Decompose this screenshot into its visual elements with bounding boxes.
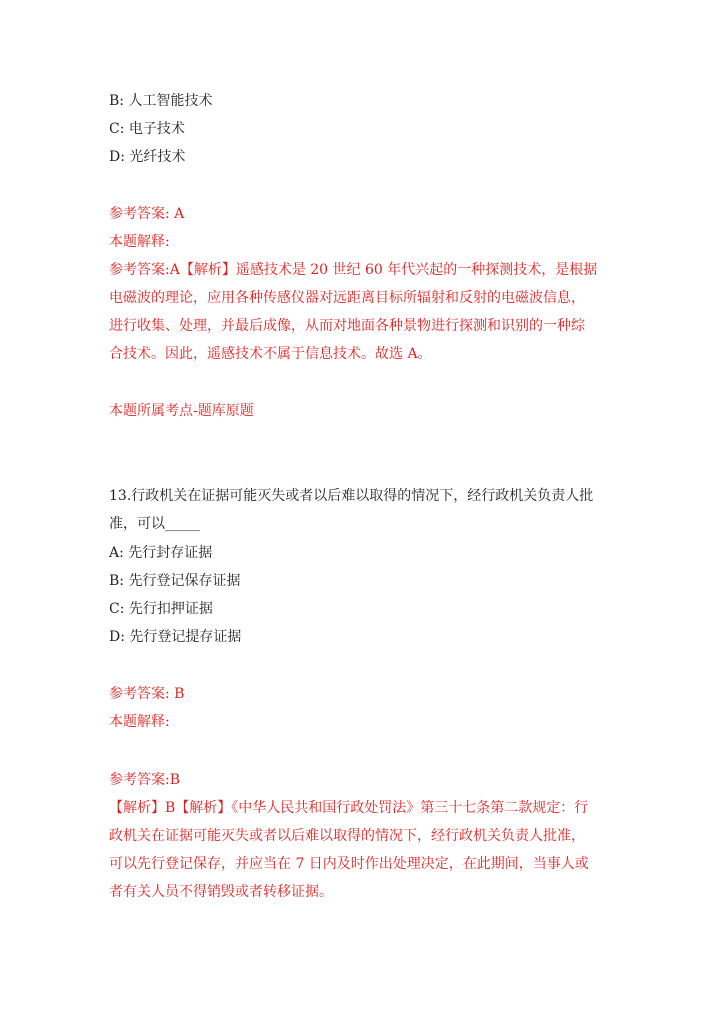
explanation-line: 者有关人员不得销毁或者转移证据。 — [109, 884, 333, 900]
explanation-line: 可以先行登记保存，并应当在 7 日内及时作出处理决定，在此期间，当事人或 — [109, 856, 589, 872]
answer-label: 参考答案: B — [109, 686, 185, 702]
option-d: D: 先行登记提存证据 — [109, 629, 242, 645]
explanation-line: 参考答案:A【解析】遥感技术是 20 世纪 60 年代兴起的一种探测技术，是根据 — [109, 262, 598, 278]
explanation-label: 本题解释: — [109, 714, 170, 730]
explanation-line: 政机关在证据可能灭失或者以后难以取得的情况下，经行政机关负责人批准， — [109, 828, 585, 844]
answer-repeat: 参考答案:B — [109, 772, 181, 788]
topic-label: 本题所属考点-题库原题 — [109, 403, 254, 419]
explanation-label: 本题解释: — [109, 234, 170, 250]
question-stem: 准，可以_____ — [109, 516, 200, 532]
question-stem: 13.行政机关在证据可能灭失或者以后难以取得的情况下，经行政机关负责人批 — [109, 488, 594, 504]
explanation-line: 合技术。因此，遥感技术不属于信息技术。故选 A。 — [109, 346, 432, 362]
option-b: B: 先行登记保存证据 — [109, 573, 241, 589]
explanation-line: 电磁波的理论，应用各种传感仪器对远距离目标所辐射和反射的电磁波信息， — [109, 290, 585, 306]
option-b: B: 人工智能技术 — [109, 93, 213, 109]
answer-label: 参考答案: A — [109, 206, 185, 222]
option-c: C: 电子技术 — [109, 121, 185, 137]
explanation-line: 【解析】B【解析】《中华人民共和国行政处罚法》第三十七条第二款规定：行 — [109, 800, 589, 816]
option-c: C: 先行扣押证据 — [109, 601, 213, 617]
option-d: D: 光纤技术 — [109, 149, 186, 165]
option-a: A: 先行封存证据 — [109, 545, 213, 561]
explanation-line: 进行收集、处理，并最后成像，从而对地面各种景物进行探测和识别的一种综 — [109, 318, 585, 334]
